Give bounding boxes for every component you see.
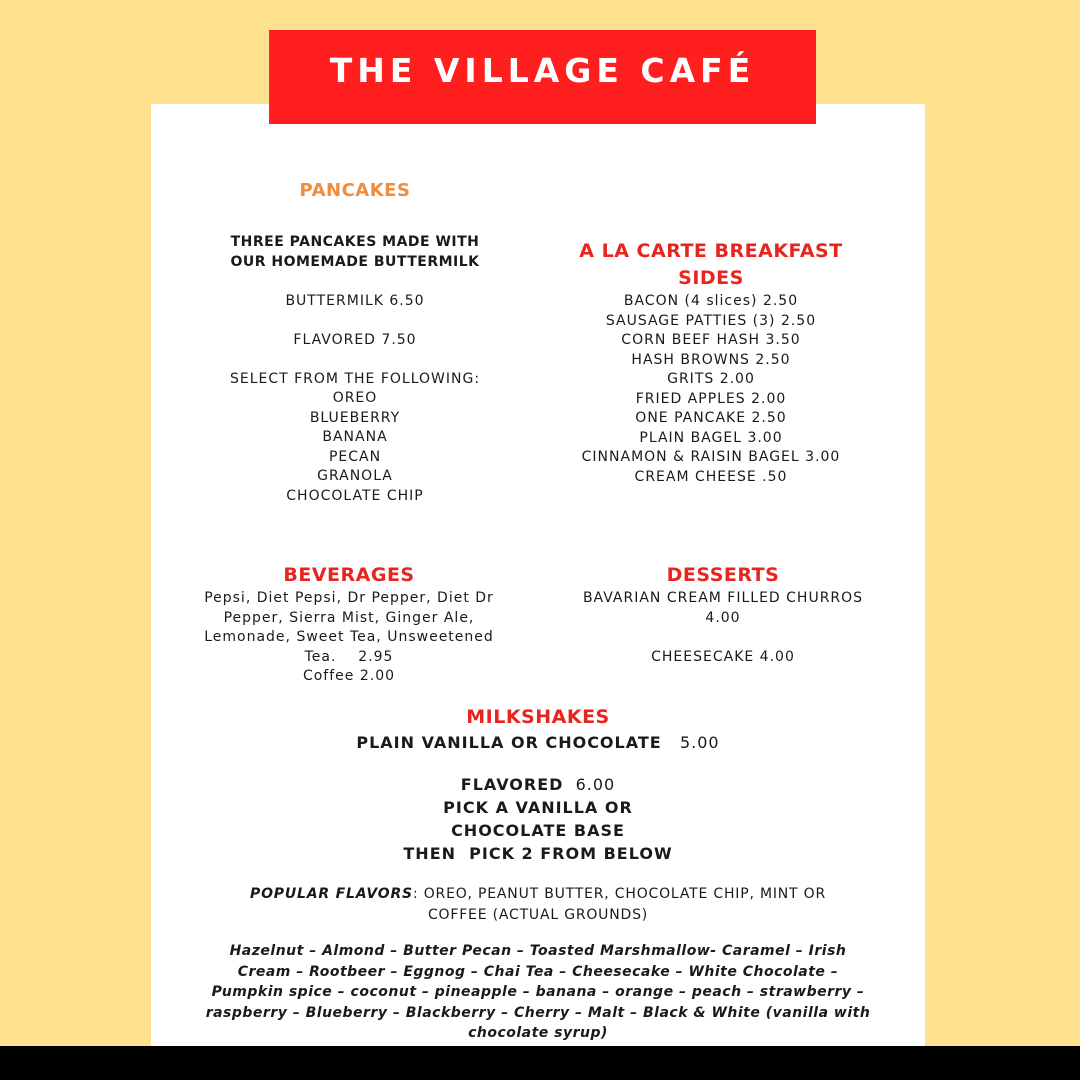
pancake-option: OREO (332, 390, 378, 406)
pancake-option: BLUEBERRY (309, 409, 401, 426)
beverages-line: Pepper, Sierra Mist, Ginger Ale, (223, 609, 475, 626)
menu-item: ONE PANCAKE 2.50 (635, 410, 787, 426)
sides-heading: SIDES (678, 267, 744, 289)
popular-flavors-label: POPULAR FLAVORS (250, 886, 413, 902)
flavor-list-line: Hazelnut – Almond – Butter Pecan – Toasted Marshmallow- Caramel – Irish (229, 943, 847, 959)
desserts-heading: DESSERTS (666, 564, 780, 586)
title-banner (269, 30, 816, 124)
beverages-line: Pepsi, Diet Pepsi, Dr Pepper, Diet Dr (204, 590, 494, 606)
menu-item: HASH BROWNS 2.50 (631, 351, 791, 368)
flavor-list-line: raspberry – Blueberry – Blackberry – Cherry – Malt – Black & White (vanilla with (205, 1004, 871, 1021)
pancake-option: PECAN (328, 448, 382, 465)
milkshakes-heading: MILKSHAKES (466, 706, 610, 728)
base-instruction: CHOCOLATE BASE (451, 821, 625, 840)
menu-item-price: 4.00 (705, 609, 741, 626)
menu-item: FLAVORED 7.50 (293, 331, 417, 348)
flavor-list-line: Pumpkin spice – coconut – pineapple – banana – orange – peach – strawberry – (211, 984, 865, 1000)
plain-shake-item (200, 731, 876, 754)
menu-item: CREAM CHEESE .50 (634, 468, 788, 485)
flavor-list-line: chocolate syrup) (468, 1025, 608, 1041)
pancakes-description: THREE PANCAKES MADE WITH (230, 234, 480, 250)
base-instruction: THEN PICK 2 FROM BELOW (403, 844, 673, 863)
menu-item: PLAIN BAGEL 3.00 (639, 429, 783, 446)
beverages-line: Coffee 2.00 (302, 668, 396, 684)
sides-section (555, 238, 867, 487)
beverages-line: Lemonade, Sweet Tea, Unsweetened (204, 629, 494, 645)
menu-item: CHEESECAKE 4.00 (651, 648, 795, 665)
pancakes-heading: PANCAKES (299, 180, 411, 201)
menu-item: BAVARIAN CREAM FILLED CHURROS (582, 590, 864, 606)
menu-item: FRIED APPLES 2.00 (635, 390, 787, 407)
sides-heading: A LA CARTE BREAKFAST (579, 240, 843, 262)
plain-shake-label: PLAIN VANILLA OR CHOCOLATE (356, 733, 662, 752)
pancakes-section (215, 180, 495, 506)
plain-shake-price: 5.00 (679, 733, 720, 752)
menu-item: BACON (4 slices) 2.50 (623, 293, 799, 309)
popular-flavors-text: : OREO, PEANUT BUTTER, CHOCOLATE CHIP, MINT OR (412, 886, 826, 902)
beverages-section (204, 562, 494, 687)
milkshakes-section (200, 704, 876, 1044)
pancake-option: BANANA (322, 429, 388, 445)
pancakes-description: OUR HOMEMADE BUTTERMILK (230, 253, 480, 270)
base-instruction: PICK A VANILLA OR (443, 798, 633, 817)
menu-item: CORN BEEF HASH 3.50 (621, 332, 801, 348)
menu-item: CINNAMON & RAISIN BAGEL 3.00 (581, 449, 841, 465)
menu-item: GRITS 2.00 (667, 371, 755, 387)
menu-item: SAUSAGE PATTIES (3) 2.50 (605, 312, 817, 329)
popular-flavors-text: COFFEE (ACTUAL GROUNDS) (427, 907, 649, 923)
desserts-section (570, 562, 876, 667)
beverages-line: Tea. 2.95 (304, 648, 394, 665)
bottom-bar (0, 1046, 1080, 1080)
flavored-shake-item (200, 773, 876, 796)
menu-title: THE VILLAGE CAFÉ (329, 50, 756, 90)
popular-flavors (200, 884, 876, 905)
pancake-option: CHOCOLATE CHIP (286, 487, 424, 504)
flavored-shake-price: 6.00 (575, 775, 616, 794)
select-label: SELECT FROM THE FOLLOWING: (229, 370, 481, 387)
flavor-list-line: Cream – Rootbeer – Eggnog – Chai Tea – Cheesecake – White Chocolate – (237, 963, 839, 980)
beverages-heading: BEVERAGES (283, 564, 415, 586)
pancake-option: GRANOLA (317, 468, 393, 484)
flavored-shake-label: FLAVORED (460, 775, 564, 794)
menu-item: BUTTERMILK 6.50 (285, 292, 425, 309)
